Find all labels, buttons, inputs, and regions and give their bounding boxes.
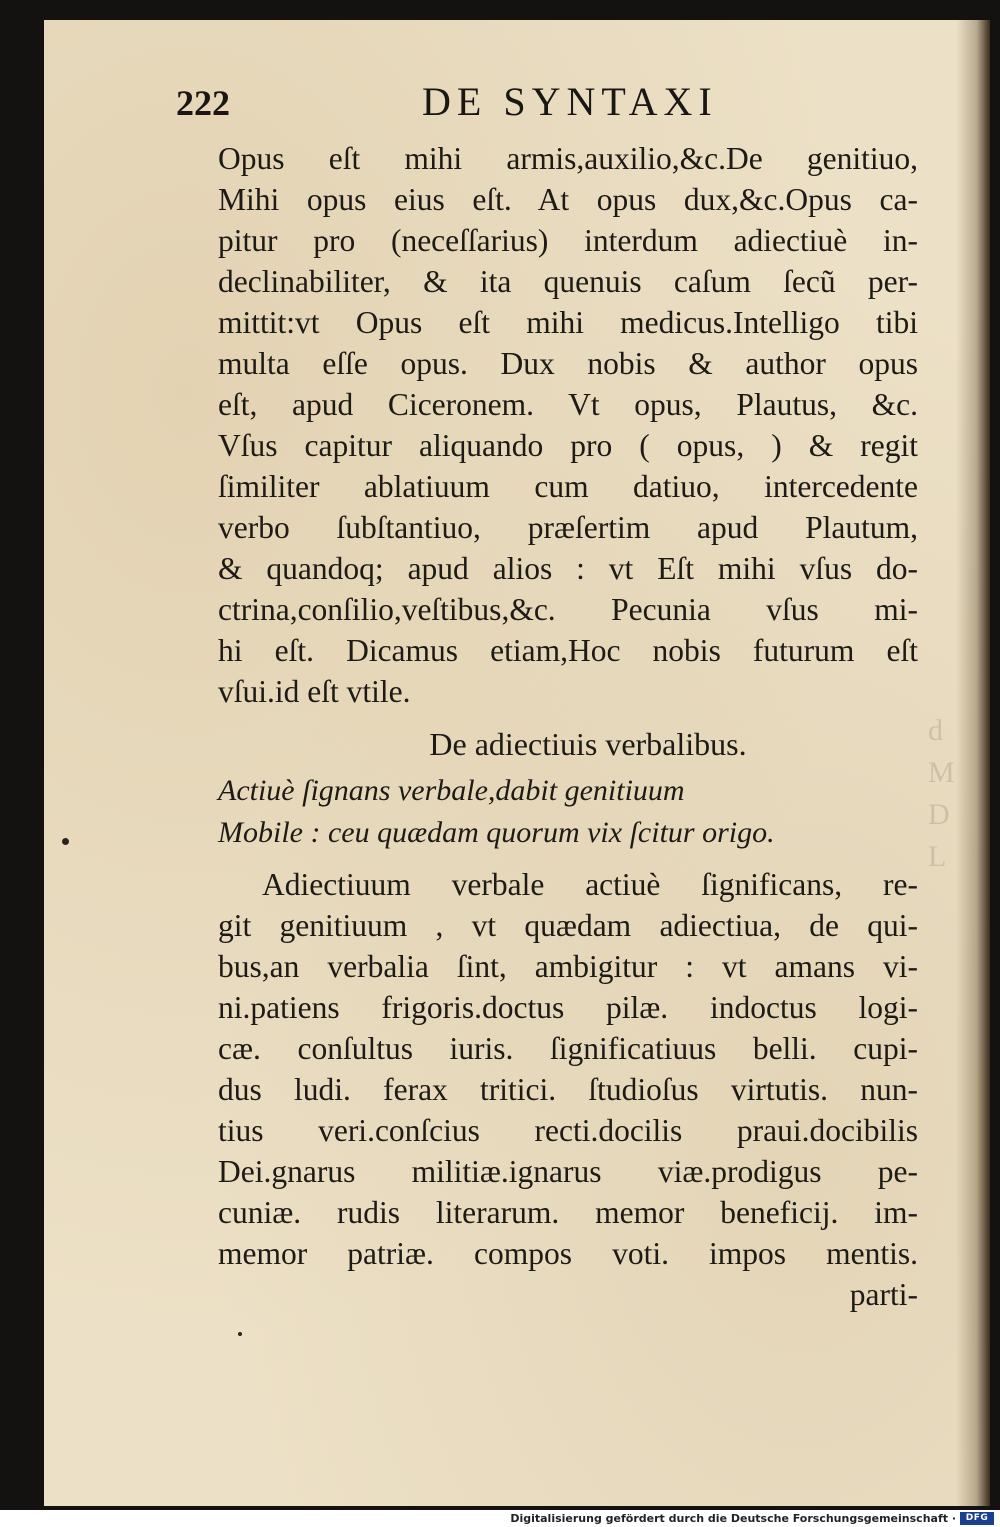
text-line: ctrina,conſilio,veſtibus,&c. Pecunia vſus mi- xyxy=(218,592,918,627)
text-line: Adiectiuum verbale actiuè ſignificans, re- xyxy=(262,867,918,902)
text-line: eſt, apud Ciceronem. Vt opus, Plautus, &c. xyxy=(218,387,918,422)
footer-credit: Digitalisierung gefördert durch die Deutsche Forschungsgemeinschaft · xyxy=(510,1512,956,1525)
text-line: Dei.gnarus militiæ.ignarus viæ.prodigus pe- xyxy=(218,1154,918,1189)
verse-line: Mobile : ceu quædam quorum vix ſcitur origo. xyxy=(218,816,775,849)
text-line: dus ludi. ferax tritici. ſtudioſus virtutis. nun- xyxy=(218,1072,918,1107)
text-line: memor patriæ. compos voti. impos mentis. xyxy=(218,1236,918,1271)
text-line: bus,an verbalia ſint, ambigitur : vt amans vi- xyxy=(218,949,918,984)
dfg-logo: DFG xyxy=(960,1512,994,1525)
text-line: pitur pro (neceſſarius) interdum adiectiuè in- xyxy=(218,223,918,258)
ink-speck xyxy=(62,838,69,845)
text-line: ni.patiens frigoris.doctus pilæ. indoctus logi- xyxy=(218,990,918,1025)
footer-bar xyxy=(0,1510,1000,1527)
text-line: cæ. conſultus iuris. ſignificatiuus belli. cupi- xyxy=(218,1031,918,1066)
text-line: Mihi opus eius eſt. At opus dux,&c.Opus ca- xyxy=(218,182,918,217)
section-heading: De adiectiuis verbalibus. xyxy=(429,726,747,762)
verse-line: Actiuè ſignans verbale,dabit genitiuum xyxy=(218,774,685,807)
text-line: mittit:vt Opus eſt mihi medicus.Intelligo tibi xyxy=(218,305,918,340)
text-block xyxy=(218,138,918,1315)
show-through-bleed: d M D L xyxy=(928,714,955,873)
page-number: 222 xyxy=(176,83,230,123)
text-line: vſui.id eſt vtile. xyxy=(218,674,411,709)
text-line: git genitiuum , vt quædam adiectiua, de qui- xyxy=(218,908,918,943)
text-line: cuniæ. rudis literarum. memor beneficij. im- xyxy=(218,1195,918,1230)
text-line: & quandoq; apud alios : vt Eſt mihi vſus do- xyxy=(218,551,918,586)
text-line: verbo ſubſtantiuo, præſertim apud Plautum, xyxy=(218,510,918,545)
running-head: DE SYNTAXI xyxy=(422,79,718,124)
text-line: hi eſt. Dicamus etiam,Hoc nobis futurum eſt xyxy=(218,633,918,668)
text-line: multa eſſe opus. Dux nobis & author opus xyxy=(218,346,918,381)
catchword: parti- xyxy=(849,1277,918,1312)
ink-speck xyxy=(238,1332,242,1336)
text-line: ſimiliter ablatiuum cum datiuo, intercedente xyxy=(218,469,918,504)
text-line: declinabiliter, & ita quenuis caſum ſecũ per- xyxy=(218,264,918,299)
paragraph-spacer xyxy=(218,854,918,864)
text-line: tius veri.conſcius recti.docilis praui.docibilis xyxy=(218,1113,918,1148)
text-line: Opus eſt mihi armis,auxilio,&c.De genitiuo, xyxy=(218,141,918,176)
text-line: Vſus capitur aliquando pro ( opus, ) & regit xyxy=(218,428,918,463)
page-header xyxy=(176,79,896,132)
